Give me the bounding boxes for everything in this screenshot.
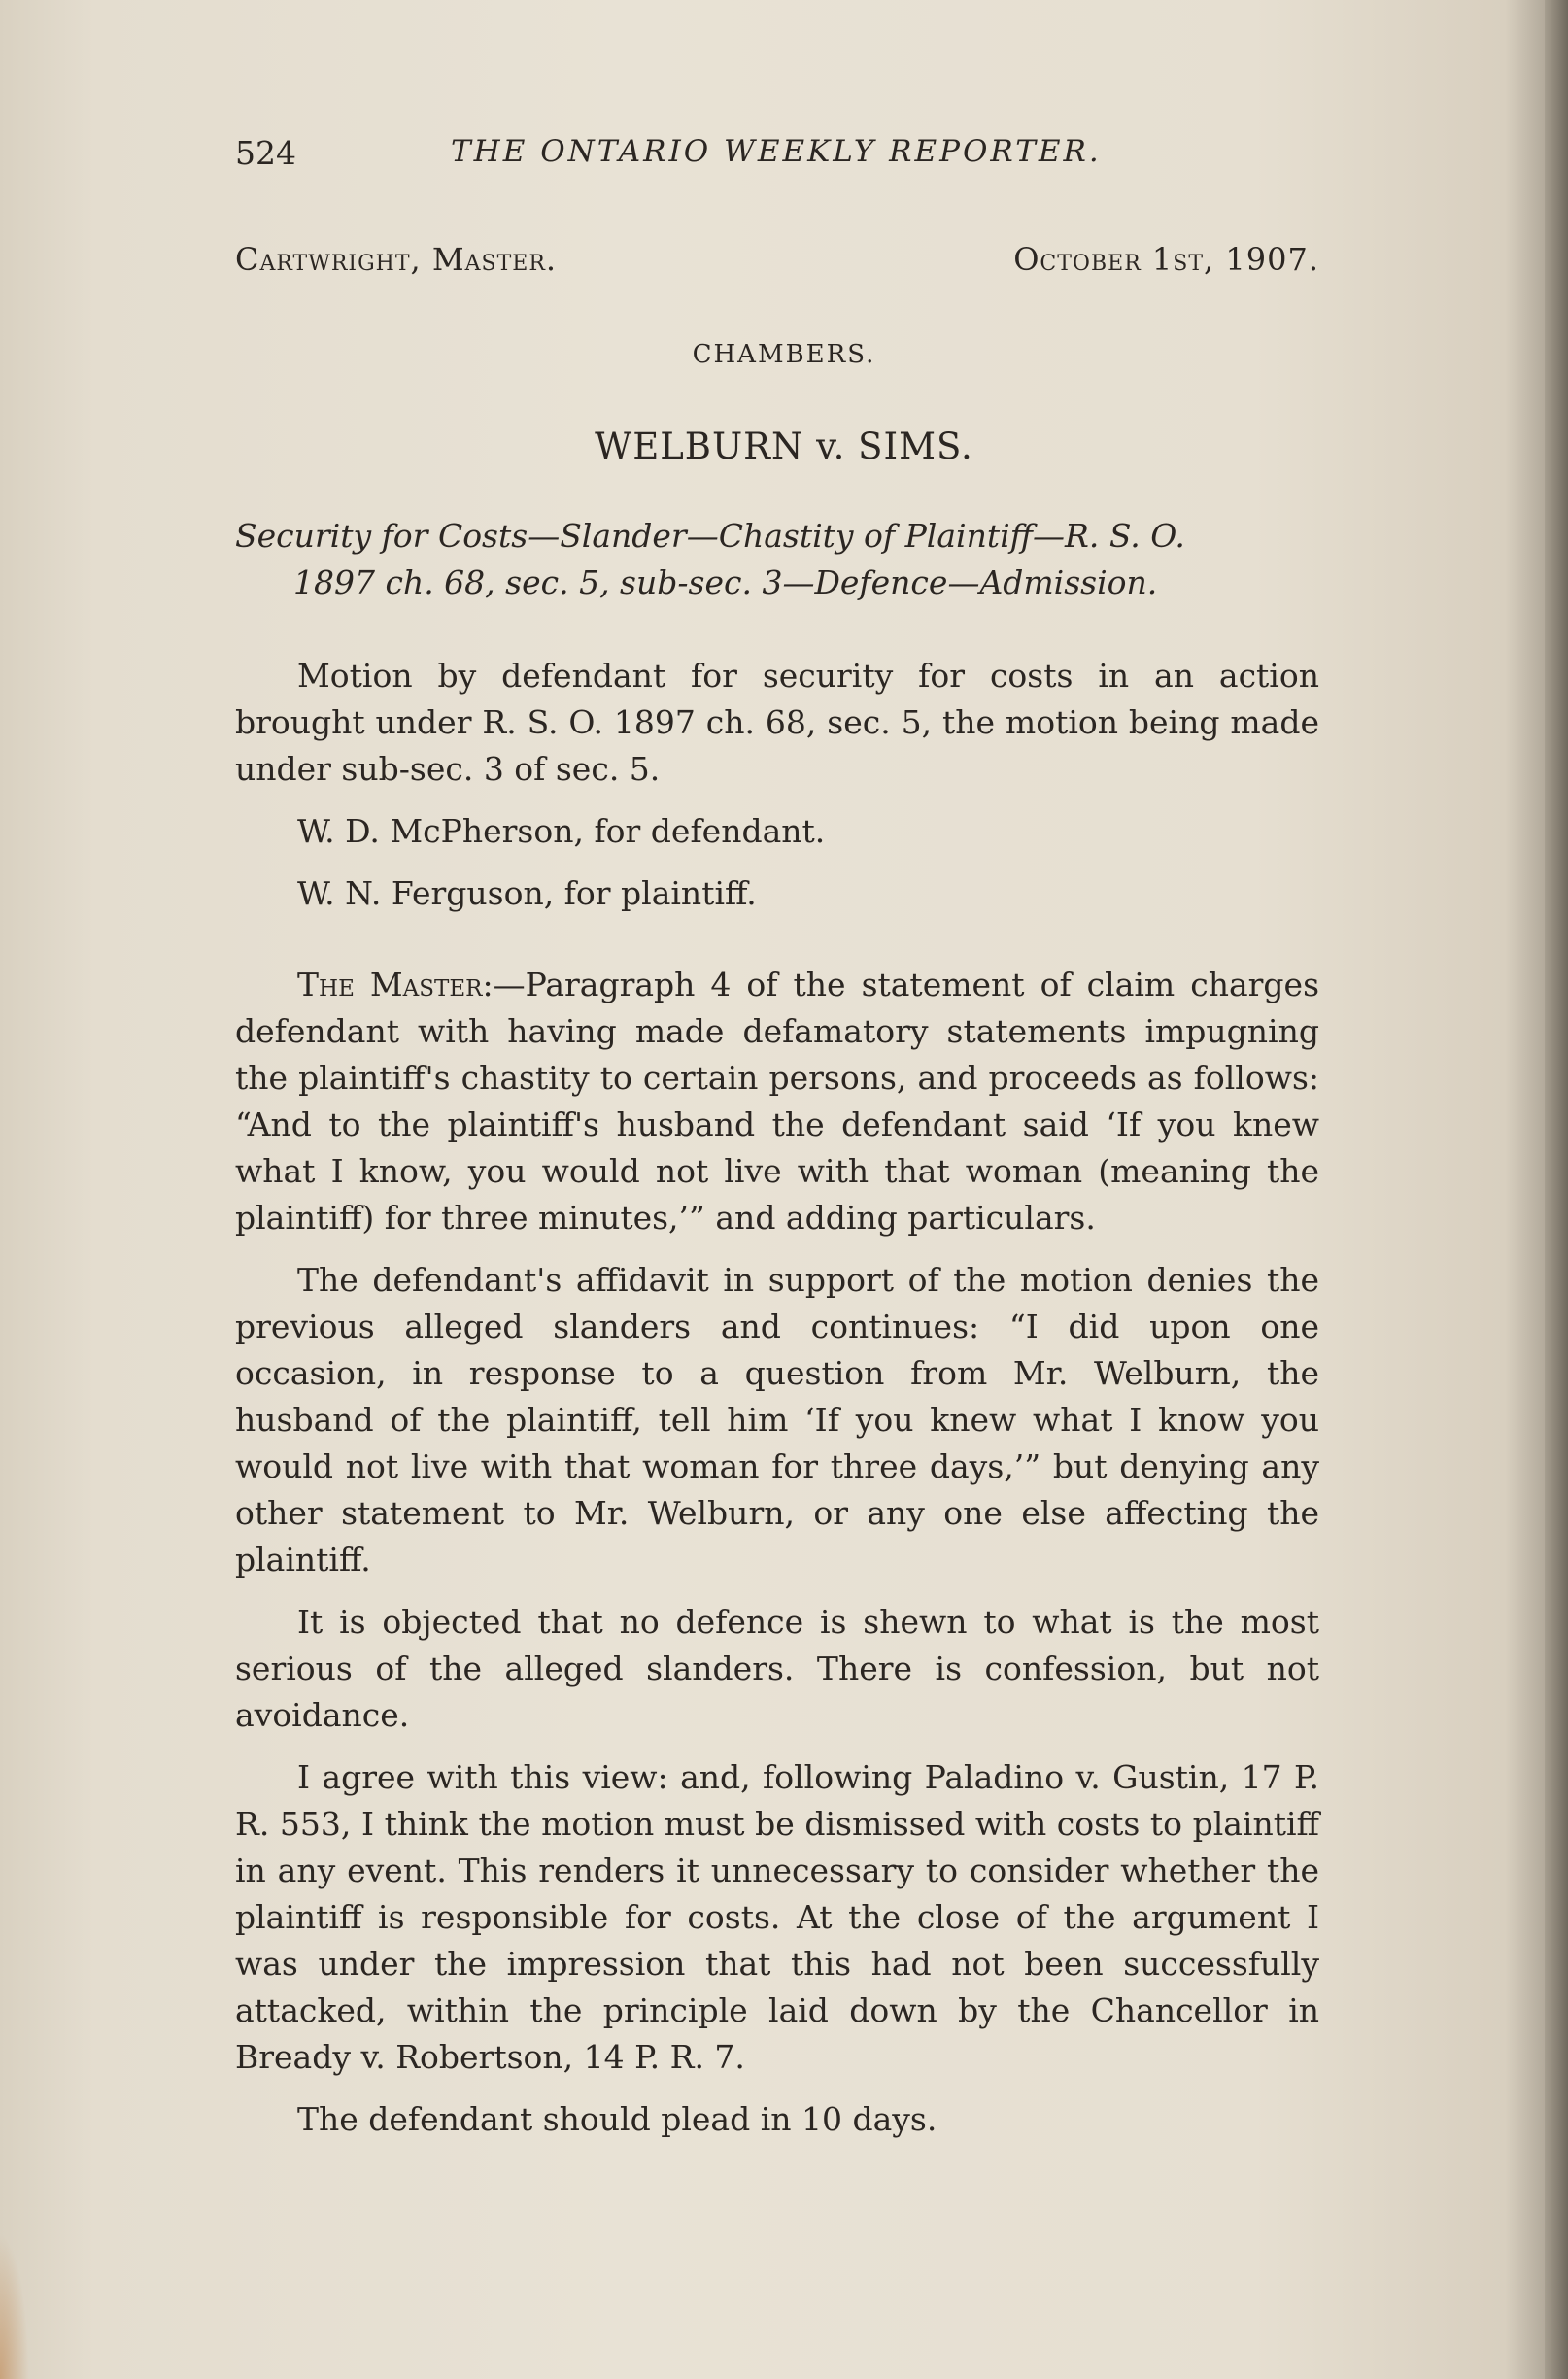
motion-paragraph: Motion by defendant for security for costs in an action brought under R. S. O. 1897 ch. 68, sec. 5, the motion being made under sub-sec. 3 of sec. 5. xyxy=(235,657,1319,788)
headnote-line-2: 1897 ch. 68, sec. 5, sub-sec. 3—Defence—Admission. xyxy=(293,563,1158,601)
case-meta xyxy=(235,241,1319,286)
court-name: CHAMBERS. xyxy=(692,340,876,369)
journal-title: THE ONTARIO WEEKLY REPORTER. xyxy=(451,134,1102,169)
motion-section xyxy=(235,653,1319,933)
decision-date: October 1st, 1907. xyxy=(1013,241,1319,278)
case-title: WELBURN v. SIMS. xyxy=(595,425,973,467)
page-number: 524 xyxy=(235,134,296,172)
headnote-line-1: Security for Costs—Slander—Chastity of Plaintiff—R. S. O. xyxy=(235,517,1185,555)
counsel-plaintiff: W. N. Ferguson, for plaintiff. xyxy=(297,874,757,912)
judgment-paragraph-2: The defendant's affidavit in support of the motion denies the previous alleged slanders and continues: “I did upon one occasion, in response to a question from Mr. Welburn, the husband of the plaintiff, tell him ‘If you knew what I know you would not live with that woman for three days,’” but denying any other statement to Mr. Welburn, or any one else affecting the plaintiff. xyxy=(235,1261,1319,1579)
judgment-paragraph-1 xyxy=(235,962,1319,1241)
judgment-speaker: The Master xyxy=(297,966,483,1003)
judgment-paragraph-4: I agree with this view: and, following Paladino v. Gustin, 17 P. R. 553, I think the motion must be dismissed with costs to plaintiff in any event. This renders it unnecessary to consider whether the plaintiff is responsible for costs. At the close of the argument I was under the impression that this had not been successfully attacked, within the principle laid down by the Chancellor in Bready v. Robertson, 14 P. R. 7. xyxy=(235,1758,1319,2076)
headnote xyxy=(235,513,1319,606)
judge-name: Cartwright, Master. xyxy=(235,241,558,278)
counsel-defendant: W. D. McPherson, for defendant. xyxy=(297,812,826,850)
judgment-paragraph-5: The defendant should plead in 10 days. xyxy=(297,2100,937,2138)
judgment-section xyxy=(235,962,1319,2158)
running-head xyxy=(235,134,1319,177)
page-stain xyxy=(0,2233,29,2379)
judgment-paragraph-3: It is objected that no defence is shewn to what is the most serious of the alleged slanders. There is confession, but not avoidance. xyxy=(235,1603,1319,1734)
judgment-paragraph-1-text: :—Paragraph 4 of the statement of claim charges defendant with having made defamatory statements impugning the plaintiff's chastity to certain persons, and proceeds as follows: “And to the plaintiff's husband the defendant said ‘If you knew what I know, you would not live with that woman (meaning the plaintiff) for three minutes,’” and adding particulars. xyxy=(235,966,1320,1237)
